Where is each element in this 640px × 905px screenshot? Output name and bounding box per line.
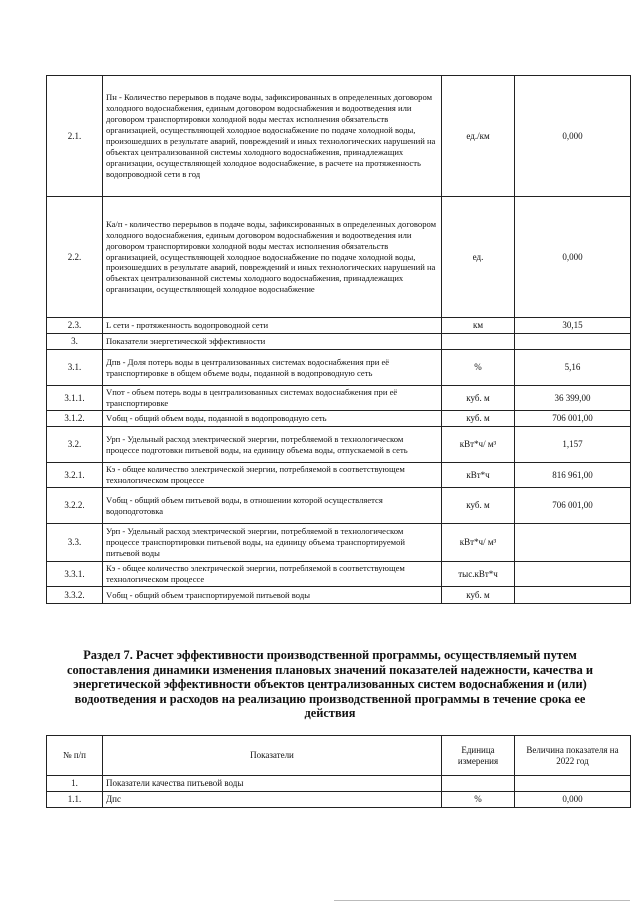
value-cell: 0,000: [515, 197, 631, 318]
indicator-text: Vобщ - общий объем воды, поданной в водопроводную сеть: [103, 411, 442, 427]
row-number: 1.: [47, 776, 103, 792]
row-number: 3.2.2.: [47, 488, 103, 524]
unit-cell: кВт*ч: [442, 463, 515, 488]
indicator-text: Vобщ - общий объем питьевой воды, в отношении которой осуществляется водоподготовка: [103, 488, 442, 524]
header-indicator: Показатели: [103, 736, 442, 776]
table-row: [47, 197, 631, 318]
row-number: 2.2.: [47, 197, 103, 318]
unit-cell: куб. м: [442, 411, 515, 427]
value-cell: 0,000: [515, 792, 631, 808]
unit-cell: ед./км: [442, 76, 515, 197]
unit-cell: %: [442, 792, 515, 808]
value-cell: 5,16: [515, 350, 631, 386]
value-cell: [515, 524, 631, 562]
header-unit: Единица измерения: [442, 736, 515, 776]
unit-cell: %: [442, 350, 515, 386]
table-row: [47, 411, 631, 427]
footer-line: [334, 900, 630, 901]
row-number: 3.1.: [47, 350, 103, 386]
indicator-text: L сети - протяженность водопроводной сети: [103, 318, 442, 334]
unit-cell: куб. м: [442, 488, 515, 524]
table-row: [47, 776, 631, 792]
row-number: 3.1.2.: [47, 411, 103, 427]
row-number: 3.2.: [47, 427, 103, 463]
value-cell: 1,157: [515, 427, 631, 463]
indicator-text: Урп - Удельный расход электрической энергии, потребляемой в технологическом процессе транспортировки питьевой воды, на единицу объема транспортируемой питьевой воды: [103, 524, 442, 562]
table-row: [47, 587, 631, 604]
unit-cell: ед.: [442, 197, 515, 318]
indicator-text: Показатели энергетической эффективности: [103, 334, 442, 350]
value-cell: [515, 587, 631, 604]
unit-cell: тыс.кВт*ч: [442, 562, 515, 587]
unit-cell: км: [442, 318, 515, 334]
value-cell: 30,15: [515, 318, 631, 334]
row-number: 3.3.: [47, 524, 103, 562]
table-row: [47, 488, 631, 524]
section-7-title: Раздел 7. Расчет эффективности производственной программы, осуществляемый путем сопоставления динамики изменения плановых значений показателей надежности, качества и энергетической эффективности объектов централизованных систем водоснабжения и (или) водоотведения и расходов на реализацию производственной программы в течение срока ее действия: [66, 648, 594, 721]
value-cell: [515, 334, 631, 350]
row-number: 3.3.2.: [47, 587, 103, 604]
table-row: [47, 76, 631, 197]
value-cell: [515, 562, 631, 587]
header-row: [47, 736, 631, 776]
unit-cell: [442, 334, 515, 350]
header-value: Величина показателя на 2022 год: [515, 736, 631, 776]
table-row: [47, 427, 631, 463]
row-number: 2.1.: [47, 76, 103, 197]
header-num: № п/п: [47, 736, 103, 776]
indicator-text: Дпв - Доля потерь воды в централизованных системах водоснабжения при её транспортировке в общем объеме воды, поданной в водопроводную сеть: [103, 350, 442, 386]
unit-cell: кВт*ч/ м³: [442, 524, 515, 562]
row-number: 3.2.1.: [47, 463, 103, 488]
row-number: 3.: [47, 334, 103, 350]
indicators-table-continued: [46, 75, 631, 604]
unit-cell: куб. м: [442, 386, 515, 411]
row-number: 1.1.: [47, 792, 103, 808]
value-cell: 36 399,00: [515, 386, 631, 411]
value-cell: [515, 776, 631, 792]
value-cell: 706 001,00: [515, 411, 631, 427]
indicator-text: Vпот - объем потерь воды в централизованных системах водоснабжения при её транспортировке: [103, 386, 442, 411]
table-row: [47, 318, 631, 334]
value-cell: 706 001,00: [515, 488, 631, 524]
indicator-text: Пн - Количество перерывов в подаче воды, зафиксированных в определенных договором холодного водоснабжения, единым договором водоснабжения и водоотведения или договором транспортировки холодной воды местах исполнения обязательств организацией, осуществляющей холодное водоснабжение по подаче холодной воды, произошедших в результате аварий, повреждений и иных технологических нарушений на объектах централизованной системы холодного водоснабжения, принадлежащих организации, осуществляющей холодное водоснабжение, в расчете на протяженность водопроводной сети в год: [103, 76, 442, 197]
table-row: [47, 792, 631, 808]
table-row: [47, 562, 631, 587]
table-row: [47, 463, 631, 488]
indicator-text: Ка/п - количество перерывов в подаче воды, зафиксированных в определенных договором холодного водоснабжения, единым договором водоснабжения и водоотведения или договором транспортировки холодной воды местах исполнения обязательств организацией, осуществляющей холодное водоснабжение по подаче холодной воды, произошедших в результате аварий, повреждений и иных технологических нарушений на объектах централизованной системы холодного водоснабжения, принадлежащих организации, осуществляющей холодное водоснабжение: [103, 197, 442, 318]
efficiency-table: [46, 735, 631, 808]
indicator-text: Кэ - общее количество электрической энергии, потребляемой в соответствующем технологическом процессе: [103, 562, 442, 587]
indicator-text: Кэ - общее количество электрической энергии, потребляемой в соответствующем технологическом процессе: [103, 463, 442, 488]
row-number: 3.3.1.: [47, 562, 103, 587]
table-row: [47, 524, 631, 562]
unit-cell: кВт*ч/ м³: [442, 427, 515, 463]
value-cell: 816 961,00: [515, 463, 631, 488]
table-row: [47, 334, 631, 350]
indicator-text: Дпс: [103, 792, 442, 808]
table-row: [47, 386, 631, 411]
indicator-text: Урп - Удельный расход электрической энергии, потребляемой в технологическом процессе подготовки питьевой воды, на единицу объема воды, отпускаемой в сеть: [103, 427, 442, 463]
row-number: 3.1.1.: [47, 386, 103, 411]
unit-cell: куб. м: [442, 587, 515, 604]
value-cell: 0,000: [515, 76, 631, 197]
table-row: [47, 350, 631, 386]
indicator-text: Vобщ - общий объем транспортируемой питьевой воды: [103, 587, 442, 604]
row-number: 2.3.: [47, 318, 103, 334]
unit-cell: [442, 776, 515, 792]
indicator-text: Показатели качества питьевой воды: [103, 776, 442, 792]
